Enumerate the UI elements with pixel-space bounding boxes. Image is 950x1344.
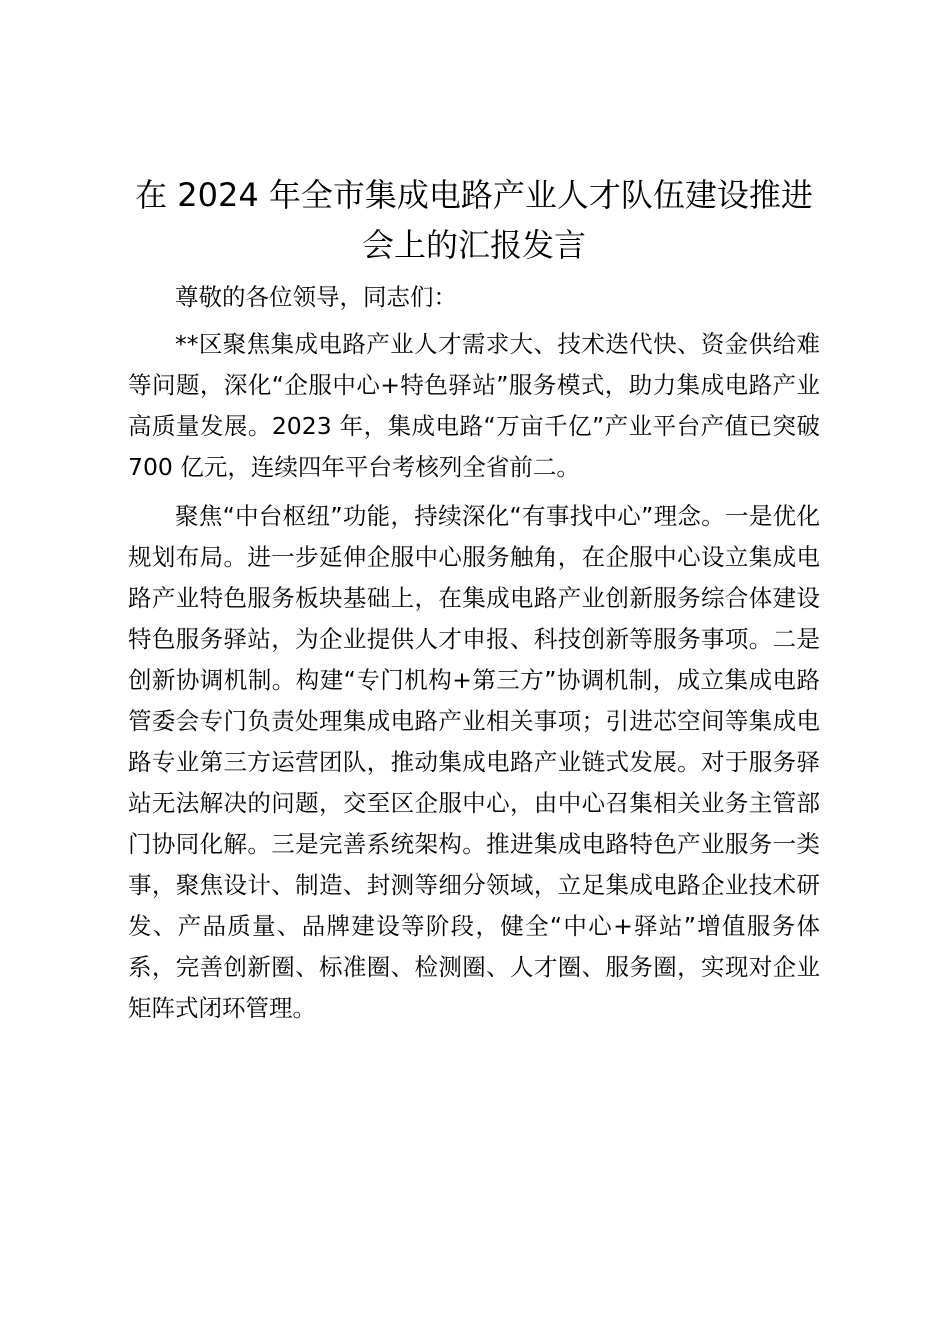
paragraph-2: 聚焦“中台枢纽”功能，持续深化“有事找中心”理念。一是优化规划布局。进一步延伸企服中心服务触角，在企服中心设立集成电路产业特色服务板块基础上，在集成电路产业创新服务综合体建设特色服务驿站，为企业提供人才申报、科技创新等服务事项。二是创新协调机制。构建“专门机构+第三方”协调机制，成立集成电路管委会专门负责处理集成电路产业相关事项；引进芯空间等集成电路专业第三方运营团队，推动集成电路产业链式发展。对于服务驿站无法解决的问题，交至区企服中心，由中心召集相关业务主管部门协同化解。三是完善系统架构。推进集成电路特色产业服务一类事，聚焦设计、制造、封测等细分领域，立足集成电路企业技术研发、产品质量、品牌建设等阶段，健全“中心+驿站”增值服务体系，完善创新圈、标准圈、检测圈、人才圈、服务圈，实现对企业矩阵式闭环管理。 <box>128 502 820 1022</box>
salutation: 尊敬的各位领导，同志们： <box>175 283 457 311</box>
document-title: 在 2024 年全市集成电路产业人才队伍建设推进会上的汇报发言 <box>135 176 813 264</box>
paragraph-1: **区聚焦集成电路产业人才需求大、技术迭代快、资金供给难等问题，深化“企服中心+特色驿站”服务模式，助力集成电路产业高质量发展。2023 年，集成电路“万亩千亿”产业平台产值已突破 700 亿元，连续四年平台考核列全省前二。 <box>128 330 820 481</box>
document-page <box>128 170 820 1029</box>
